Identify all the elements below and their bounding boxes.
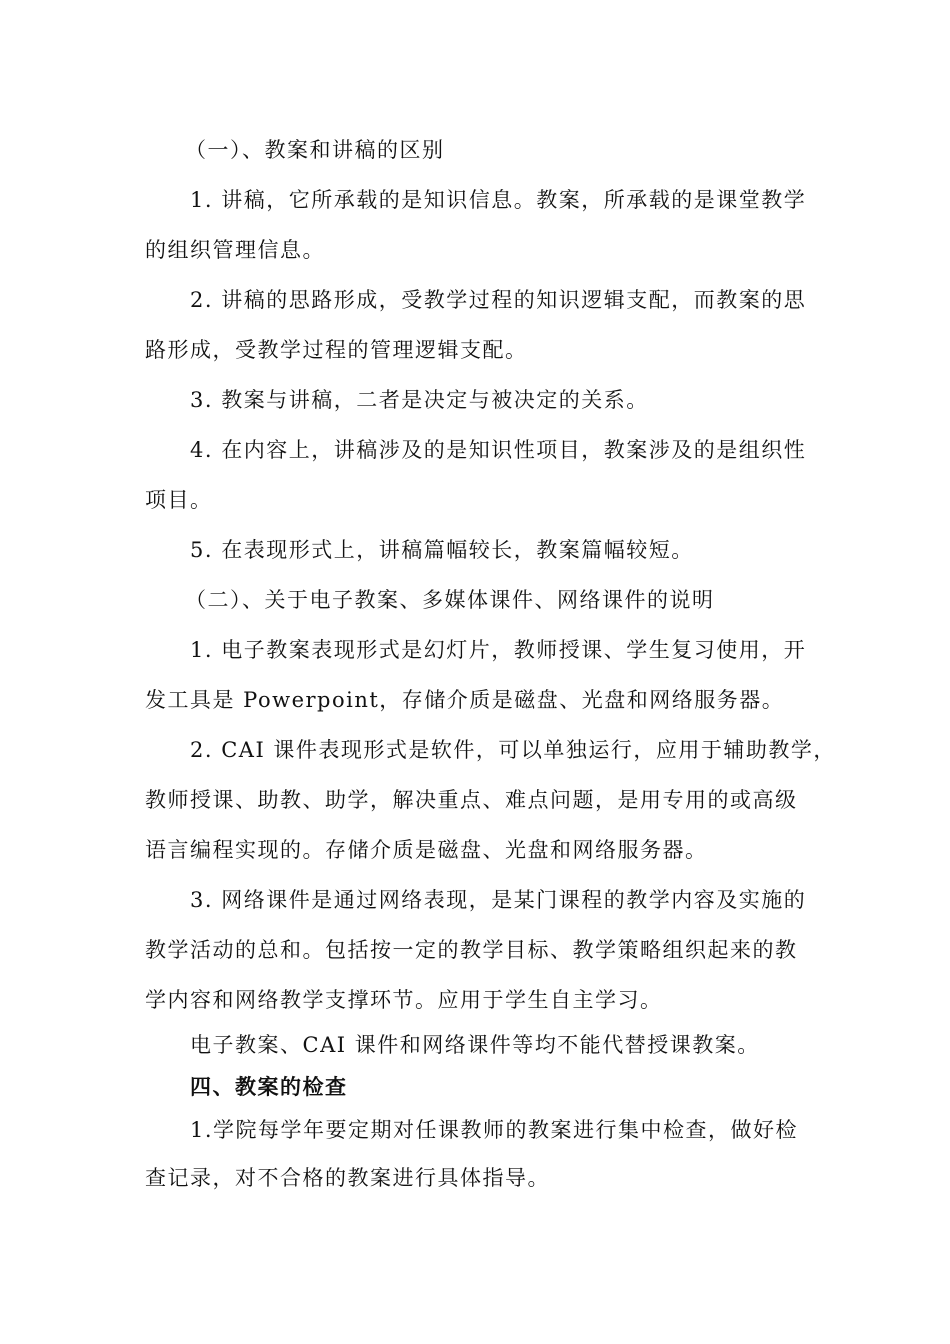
paragraph-line: 3. 教案与讲稿，二者是决定与被决定的关系。 xyxy=(190,388,649,412)
paragraph-line: 教师授课、助教、助学，解决重点、难点问题，是用专用的或高级 xyxy=(145,788,798,812)
section-heading-1: （一）、教案和讲稿的区别 xyxy=(185,138,445,162)
paragraph-line: 学内容和网络教学支撑环节。应用于学生自主学习。 xyxy=(145,988,663,1012)
paragraph-line: 1. 电子教案表现形式是幻灯片，教师授课、学生复习使用，开 xyxy=(190,638,807,662)
paragraph-line: 5. 在表现形式上，讲稿篇幅较长，教案篇幅较短。 xyxy=(190,538,694,562)
paragraph-line: 电子教案、CAI 课件和网络课件等均不能代替授课教案。 xyxy=(190,1033,760,1057)
paragraph-line: 教学活动的总和。包括按一定的教学目标、教学策略组织起来的教 xyxy=(145,938,798,962)
paragraph-line: 3. 网络课件是通过网络表现，是某门课程的教学内容及实施的 xyxy=(190,888,807,912)
section-heading-2: （二）、关于电子教案、多媒体课件、网络课件的说明 xyxy=(185,588,715,612)
paragraph-line: 的组织管理信息。 xyxy=(145,238,325,262)
section-heading-4: 四、教案的检查 xyxy=(190,1075,348,1099)
paragraph-line: 4. 在内容上，讲稿涉及的是知识性项目，教案涉及的是组织性 xyxy=(190,438,807,462)
paragraph-line: 2. CAI 课件表现形式是软件，可以单独运行，应用于辅助教学， xyxy=(190,738,836,762)
paragraph-line: 发工具是 Powerpoint，存储介质是磁盘、光盘和网络服务器。 xyxy=(145,688,785,712)
paragraph-line: 2. 讲稿的思路形成，受教学过程的知识逻辑支配，而教案的思 xyxy=(190,288,807,312)
paragraph-line: 路形成，受教学过程的管理逻辑支配。 xyxy=(145,338,528,362)
paragraph-line: 1.学院每学年要定期对任课教师的教案进行集中检查，做好检 xyxy=(190,1118,799,1142)
paragraph-line: 项目。 xyxy=(145,488,213,512)
paragraph-line: 1. 讲稿，它所承载的是知识信息。教案，所承载的是课堂教学 xyxy=(190,188,807,212)
paragraph-line: 查记录，对不合格的教案进行具体指导。 xyxy=(145,1166,550,1190)
paragraph-line: 语言编程实现的。存储介质是磁盘、光盘和网络服务器。 xyxy=(145,838,708,862)
